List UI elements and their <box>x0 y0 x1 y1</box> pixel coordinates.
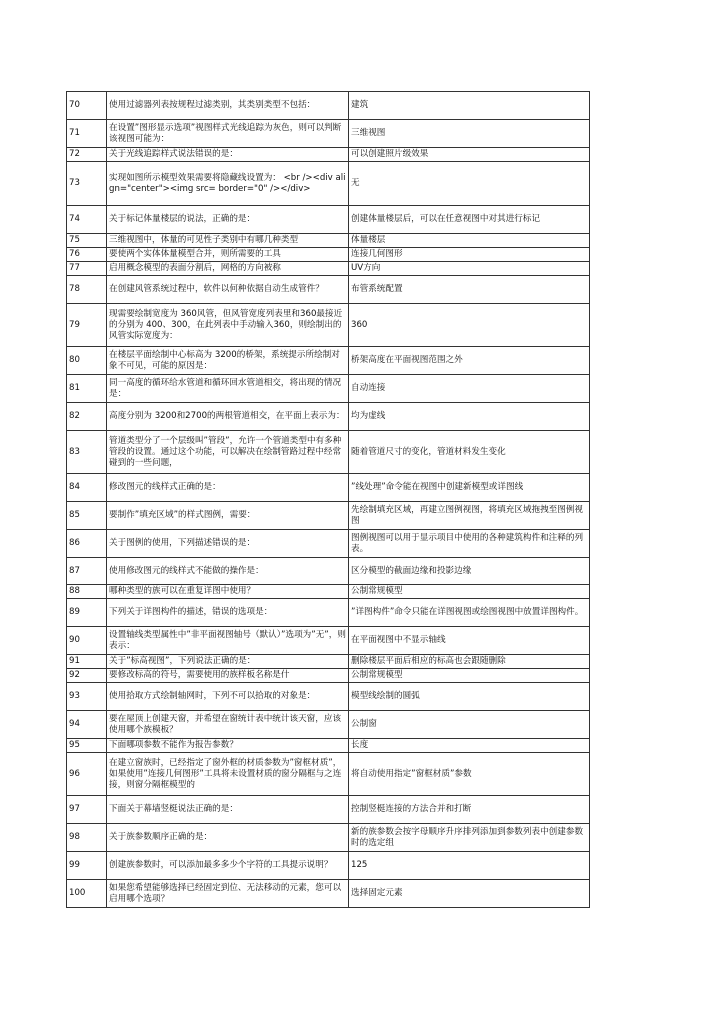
question-cell: 使用拾取方式绘制轴网时，下列不可以拾取的对象是： <box>107 683 349 711</box>
row-number: 80 <box>67 347 107 375</box>
row-number: 83 <box>67 431 107 474</box>
answer-cell: 图例视图可以用于显示项目中使用的各种建筑构件和注释的列表。 <box>349 530 590 558</box>
table-row <box>67 431 590 474</box>
table-row <box>67 474 590 502</box>
question-cell: 如果您希望能够选择已经固定到位、无法移动的元素，您可以启用哪个选项？ <box>107 880 349 908</box>
table-row <box>67 599 590 627</box>
row-number: 98 <box>67 824 107 852</box>
question-cell: 在设置”图形显示选项”视图样式光线追踪为灰色，则可以判断该视图可能为： <box>107 120 349 148</box>
table-row <box>67 206 590 234</box>
answer-cell: 体量楼层 <box>349 234 590 248</box>
question-cell: 哪种类型的族可以在重复详图中使用？ <box>107 585 349 599</box>
question-cell: 设置轴线类型属性中”非平面视图轴号（默认）”选项为”无”，则表示： <box>107 627 349 655</box>
question-cell: 高度分别为 3200和2700的两根管道相交，在平面上表示为： <box>107 403 349 431</box>
question-cell: 关于光线追踪样式说法错误的是： <box>107 148 349 162</box>
answer-cell: 模型线绘制的圆弧 <box>349 683 590 711</box>
row-number: 84 <box>67 474 107 502</box>
table-row <box>67 558 590 585</box>
row-number: 91 <box>67 655 107 669</box>
question-cell: 同一高度的循环给水管道和循环回水管道相交，将出现的情况是： <box>107 375 349 403</box>
row-number: 75 <box>67 234 107 248</box>
table-row <box>67 162 590 206</box>
answer-cell: 长度 <box>349 739 590 753</box>
question-cell: 管道类型分了一个层级叫”管段”，允许一个管道类型中有多种管段的设置。通过这个功能，可以解决在绘制管路过程中经常碰到的一些问题， <box>107 431 349 474</box>
row-number: 72 <box>67 148 107 162</box>
table-row <box>67 148 590 162</box>
answer-cell: 创建体量楼层后，可以在任意视图中对其进行标记 <box>349 206 590 234</box>
answer-cell: ”线处理”命令能在视图中创建新模型或详图线 <box>349 474 590 502</box>
row-number: 71 <box>67 120 107 148</box>
row-number: 73 <box>67 162 107 206</box>
answer-cell: UV方向 <box>349 262 590 276</box>
question-cell: 要制作”填充区域”的样式图例，需要： <box>107 502 349 530</box>
question-cell: 在楼层平面绘制中心标高为 3200的桥架，系统提示所绘制对象不可见，可能的原因是： <box>107 347 349 375</box>
question-cell: 要在屋顶上创建天窗，并希望在窗统计表中统计该天窗，应该使用哪个族模板？ <box>107 711 349 739</box>
answer-cell: ”详图构件”命令只能在详图视图或绘图视图中放置详图构件。 <box>349 599 590 627</box>
question-cell: 下面哪项参数不能作为报告参数？ <box>107 739 349 753</box>
table-row <box>67 530 590 558</box>
table-row <box>67 304 590 347</box>
answer-cell: 均为虚线 <box>349 403 590 431</box>
question-cell: 要使两个实体体量模型合并，则所需要的工具 <box>107 248 349 262</box>
row-number: 93 <box>67 683 107 711</box>
answer-cell: 建筑 <box>349 92 590 120</box>
table-row <box>67 120 590 148</box>
row-number: 96 <box>67 753 107 796</box>
answer-cell: 公制窗 <box>349 711 590 739</box>
answer-cell: 公制常规模型 <box>349 585 590 599</box>
answer-cell: 自动连接 <box>349 375 590 403</box>
table-row <box>67 824 590 852</box>
question-cell: 关于”标高视图”，下列说法正确的是： <box>107 655 349 669</box>
question-table <box>66 91 590 908</box>
table-row <box>67 796 590 824</box>
table-row <box>67 753 590 796</box>
answer-cell: 三维视图 <box>349 120 590 148</box>
question-cell: 现需要绘制宽度为 360风管，但风管宽度列表里和360最接近的分别为 400、300，在此列表中手动输入360，则绘制出的风管实际宽度为： <box>107 304 349 347</box>
question-cell: 使用过滤器列表按规程过滤类别，其类别类型不包括： <box>107 92 349 120</box>
answer-cell: 连接几何图形 <box>349 248 590 262</box>
table-row <box>67 347 590 375</box>
answer-cell: 无 <box>349 162 590 206</box>
question-cell: 实现如图所示模型效果需要将隐藏线设置为： <br /><div align="center"><img src= border="0" /></div> <box>107 162 349 206</box>
table-row <box>67 852 590 880</box>
answer-cell: 先绘制填充区域，再建立图例视图，将填充区域拖拽至图例视图 <box>349 502 590 530</box>
table-row <box>67 276 590 304</box>
answer-cell: 随着管道尺寸的变化，管道材料发生变化 <box>349 431 590 474</box>
table-row <box>67 739 590 753</box>
row-number: 81 <box>67 375 107 403</box>
question-cell: 三维视图中，体量的可见性子类别中有哪几种类型 <box>107 234 349 248</box>
table-row <box>67 403 590 431</box>
answer-cell: 区分模型的截面边缘和投影边缘 <box>349 558 590 585</box>
question-cell: 使用修改图元的线样式不能做的操作是： <box>107 558 349 585</box>
row-number: 94 <box>67 711 107 739</box>
answer-cell: 桥架高度在平面视图范围之外 <box>349 347 590 375</box>
question-cell: 启用概念模型的表面分割后，网格的方向被称 <box>107 262 349 276</box>
table-row <box>67 880 590 908</box>
question-cell: 下列关于详图构件的描述，错误的选项是： <box>107 599 349 627</box>
row-number: 92 <box>67 669 107 683</box>
question-cell: 关于族参数顺序正确的是： <box>107 824 349 852</box>
table-row <box>67 248 590 262</box>
answer-cell: 360 <box>349 304 590 347</box>
question-cell: 修改图元的线样式正确的是： <box>107 474 349 502</box>
answer-cell: 新的族参数会按字母顺序升序排列添加到参数列表中创建参数时的选定组 <box>349 824 590 852</box>
table-row <box>67 92 590 120</box>
answer-cell: 125 <box>349 852 590 880</box>
answer-cell: 控制竖梃连接的方法合并和打断 <box>349 796 590 824</box>
table-row <box>67 375 590 403</box>
answer-cell: 布管系统配置 <box>349 276 590 304</box>
row-number: 76 <box>67 248 107 262</box>
row-number: 88 <box>67 585 107 599</box>
question-table-body <box>67 92 590 908</box>
row-number: 99 <box>67 852 107 880</box>
question-cell: 下面关于幕墙竖梃说法正确的是： <box>107 796 349 824</box>
row-number: 79 <box>67 304 107 347</box>
row-number: 90 <box>67 627 107 655</box>
answer-cell: 公制常规模型 <box>349 669 590 683</box>
answer-cell: 将自动使用指定”窗框材质”参数 <box>349 753 590 796</box>
row-number: 78 <box>67 276 107 304</box>
row-number: 74 <box>67 206 107 234</box>
question-cell: 在创建风管系统过程中，软件以何种依据自动生成管件？ <box>107 276 349 304</box>
table-row <box>67 234 590 248</box>
row-number: 86 <box>67 530 107 558</box>
answer-cell: 在平面视图中不显示轴线 <box>349 627 590 655</box>
table-row <box>67 655 590 669</box>
question-cell: 在建立窗族时，已经指定了窗外框的材质参数为”窗框材质”，如果使用”连接几何图形”工具将未设置材质的窗分隔框与之连接，则窗分隔框模型的 <box>107 753 349 796</box>
question-cell: 要修改标高的符号，需要使用的族样板名称是什 <box>107 669 349 683</box>
row-number: 87 <box>67 558 107 585</box>
answer-cell: 可以创建照片级效果 <box>349 148 590 162</box>
table-row <box>67 683 590 711</box>
row-number: 97 <box>67 796 107 824</box>
row-number: 100 <box>67 880 107 908</box>
table-row <box>67 502 590 530</box>
table-row <box>67 627 590 655</box>
row-number: 85 <box>67 502 107 530</box>
row-number: 95 <box>67 739 107 753</box>
table-row <box>67 585 590 599</box>
row-number: 70 <box>67 92 107 120</box>
table-row <box>67 262 590 276</box>
row-number: 89 <box>67 599 107 627</box>
table-row <box>67 669 590 683</box>
row-number: 82 <box>67 403 107 431</box>
question-cell: 关于图例的使用，下列描述错误的是： <box>107 530 349 558</box>
answer-cell: 选择固定元素 <box>349 880 590 908</box>
question-cell: 关于标记体量楼层的说法，正确的是： <box>107 206 349 234</box>
row-number: 77 <box>67 262 107 276</box>
question-cell: 创建族参数时，可以添加最多多少个字符的工具提示说明？ <box>107 852 349 880</box>
answer-cell: 删除楼层平面后相应的标高也会跟随删除 <box>349 655 590 669</box>
table-row <box>67 711 590 739</box>
